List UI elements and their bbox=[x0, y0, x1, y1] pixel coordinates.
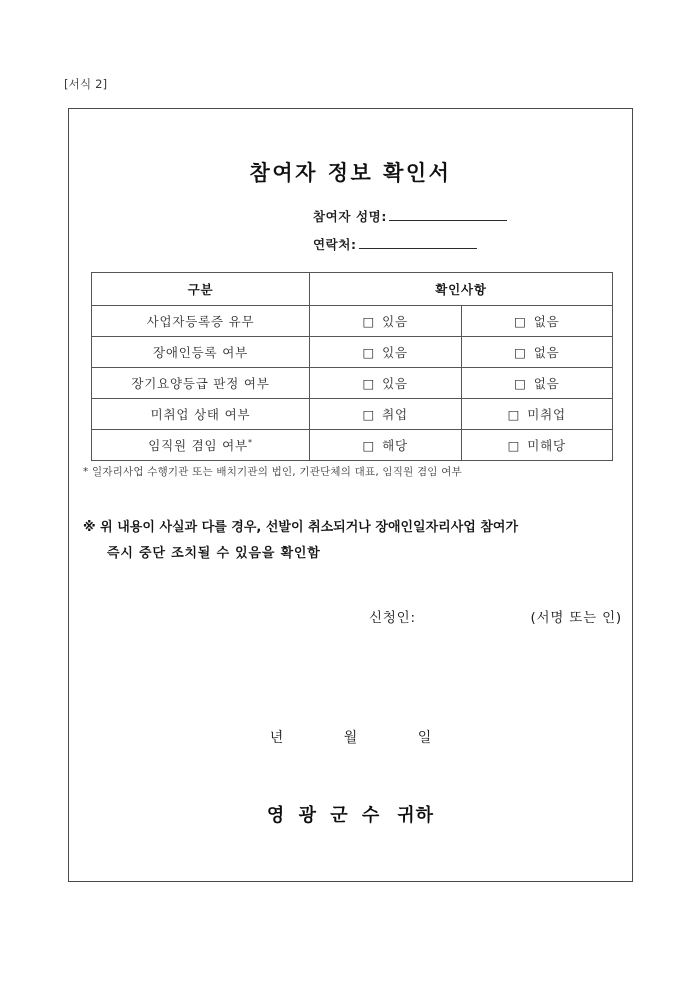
checkbox-option[interactable] bbox=[310, 399, 462, 430]
notice-line-2: 즉시 중단 조치될 수 있음을 확인함 bbox=[107, 546, 321, 561]
signature-row bbox=[369, 606, 622, 626]
option-label: 취업 bbox=[382, 407, 408, 422]
header-category: 구분 bbox=[92, 273, 310, 306]
checkbox-icon[interactable]: □ bbox=[514, 376, 527, 391]
checkbox-icon[interactable]: □ bbox=[362, 438, 376, 453]
page-title: 참여자 정보 확인서 bbox=[249, 161, 452, 185]
row-label-executive-concurrent-post: 임직원 겸임 여부* bbox=[92, 430, 310, 461]
contact-row bbox=[69, 235, 632, 253]
checkbox-option[interactable] bbox=[310, 337, 462, 368]
option-label: 미해당 bbox=[527, 438, 566, 453]
option-label: 있음 bbox=[382, 314, 408, 329]
document-page-frame bbox=[68, 108, 633, 882]
date-year-label: 년 bbox=[269, 730, 284, 746]
row-label-disability-registration: 장애인등록 여부 bbox=[92, 337, 310, 368]
checkbox-option[interactable] bbox=[461, 430, 613, 461]
footnote-marker: * bbox=[247, 437, 253, 447]
contact-input[interactable] bbox=[359, 235, 477, 249]
checkbox-option[interactable] bbox=[310, 368, 462, 399]
option-label: 없음 bbox=[533, 345, 560, 360]
applicant-field-block bbox=[69, 207, 632, 263]
row-label-longterm-care-grade: 장기요양등급 판정 여부 bbox=[92, 368, 310, 399]
contact-label: 연락처: bbox=[313, 237, 357, 252]
checkbox-icon[interactable]: □ bbox=[514, 345, 527, 360]
checkbox-option[interactable] bbox=[461, 368, 613, 399]
recipient-line bbox=[69, 801, 632, 827]
form-tag: [서식 2] bbox=[64, 77, 108, 91]
table-header-row bbox=[92, 273, 613, 306]
date-day-label: 일 bbox=[417, 730, 432, 746]
notice-line-1: ※ 위 내용이 사실과 다를 경우, 선발이 취소되거나 장애인일자리사업 참여가 bbox=[83, 520, 519, 535]
table-row bbox=[92, 399, 613, 430]
checkbox-option[interactable] bbox=[461, 306, 613, 337]
option-label: 있음 bbox=[382, 345, 408, 360]
date-line bbox=[69, 727, 632, 747]
notice-block bbox=[83, 515, 622, 567]
participant-name-row bbox=[69, 207, 632, 225]
checkbox-icon[interactable]: □ bbox=[507, 438, 521, 453]
checkbox-option[interactable] bbox=[310, 306, 462, 337]
checkbox-icon[interactable]: □ bbox=[362, 345, 376, 360]
checkbox-icon[interactable]: □ bbox=[362, 314, 376, 329]
table-row bbox=[92, 337, 613, 368]
header-confirmation: 확인사항 bbox=[310, 273, 613, 306]
option-label: 해당 bbox=[382, 438, 408, 453]
date-month-label: 월 bbox=[343, 730, 358, 746]
confirmation-table bbox=[91, 272, 613, 461]
row-label-business-registration: 사업자등록증 유무 bbox=[92, 306, 310, 337]
checkbox-option[interactable] bbox=[310, 430, 462, 461]
checkbox-icon[interactable]: □ bbox=[362, 407, 376, 422]
checkbox-icon[interactable]: □ bbox=[514, 314, 527, 329]
table-row bbox=[92, 368, 613, 399]
table-row bbox=[92, 430, 613, 461]
option-label: 있음 bbox=[382, 376, 408, 391]
recipient-honorific: 귀하 bbox=[397, 805, 435, 826]
checkbox-icon[interactable]: □ bbox=[507, 407, 521, 422]
table-row bbox=[92, 306, 613, 337]
option-label: 없음 bbox=[533, 376, 560, 391]
option-label: 없음 bbox=[533, 314, 560, 329]
table-footnote: * 일자리사업 수행기관 또는 배치기관의 법인, 기관단체의 대표, 임직원 겸임 여부 bbox=[83, 466, 462, 478]
option-label: 미취업 bbox=[527, 407, 566, 422]
row-label-unemployment-status: 미취업 상태 여부 bbox=[92, 399, 310, 430]
checkbox-option[interactable] bbox=[461, 399, 613, 430]
checkbox-icon[interactable]: □ bbox=[362, 376, 376, 391]
participant-name-input[interactable] bbox=[389, 207, 507, 221]
applicant-signature-label: 신청인: bbox=[369, 610, 416, 626]
participant-name-label: 참여자 성명: bbox=[313, 209, 387, 224]
checkbox-option[interactable] bbox=[461, 337, 613, 368]
seal-note: (서명 또는 인) bbox=[530, 610, 622, 626]
recipient-name: 영 광 군 수 bbox=[266, 805, 384, 826]
